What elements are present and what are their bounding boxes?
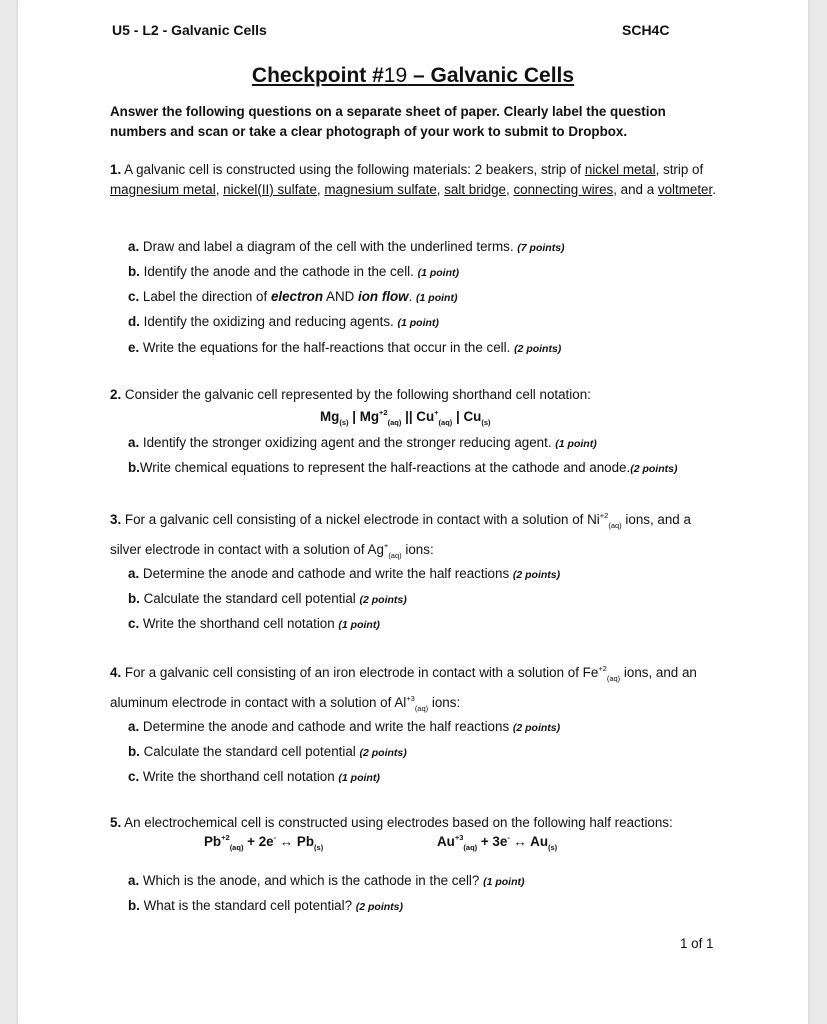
question-4a: a. Determine the anode and cathode and write the half reactions (2 points): [128, 719, 561, 734]
document-page: [18, 0, 808, 1024]
question-1c: c. Label the direction of electron AND ion flow. (1 point): [128, 289, 458, 304]
half-reaction-lead: $Pb^{+2}_{(aq)} + 2e^-$ ↔ $Pb_{(s)}$: [204, 833, 324, 852]
header-right: SCH4C: [622, 22, 670, 38]
question-1d: d. Identify the oxidizing and reducing agents. (1 point): [128, 314, 439, 329]
question-1b: b. Identify the anode and the cathode in the cell. (1 point): [128, 264, 459, 279]
question-3a: a. Determine the anode and cathode and write the half reactions (2 points): [128, 566, 561, 581]
page-number: 1 of 1: [680, 936, 714, 951]
question-2a: a. Identify the stronger oxidizing agent and the stronger reducing agent. (1 point): [128, 435, 597, 450]
question-5: 5. An electrochemical cell is constructed using electrodes based on the following half reactions:: [110, 815, 673, 830]
question-2: 2. Consider the galvanic cell represented by the following shorthand cell notation:: [110, 387, 591, 402]
page-title: Checkpoint #19 – Galvanic Cells: [251, 64, 575, 87]
cell-notation: $Mg_{(s)}$ | $Mg^{+2}_{(aq)}$ || $Cu^+_{(aq)}$ | $Cu_{(s)}$: [320, 408, 491, 427]
instructions: Answer the following questions on a separate sheet of paper. Clearly label the question numbers and scan or take a clear photograph of your work to submit to Dropbox.: [110, 104, 666, 139]
question-4: 4. For a galvanic cell consisting of an iron electrode in contact with a solution of $Fe^{+2}_{(aq)}$ ions, and an aluminum electrode in contact with a solution of $Al^{+3}_{(aq)}$ ions:: [110, 664, 697, 713]
question-4c: c. Write the shorthand cell notation (1 point): [128, 769, 380, 784]
question-3b: b. Calculate the standard cell potential (2 points): [128, 591, 407, 606]
question-1a: a. Draw and label a diagram of the cell with the underlined terms. (7 points): [128, 239, 565, 254]
question-1: 1. A galvanic cell is constructed using the following materials: 2 beakers, strip of nickel metal, strip of magnesium metal, nickel(II) sulfate, magnesium sulfate, salt bridge, connecting wires, and a voltmeter.: [110, 162, 716, 197]
question-4b: b. Calculate the standard cell potential (2 points): [128, 744, 407, 759]
half-reaction-gold: $Au^{+3}_{(aq)} + 3e^-$ ↔ $Au_{(s)}$: [437, 833, 558, 852]
question-3: 3. For a galvanic cell consisting of a nickel electrode in contact with a solution of $Ni^{+2}_{(aq)}$ ions, and a silver electrode in contact with a solution of $Ag^+_{(aq)}$ ions:: [110, 511, 691, 560]
question-3c: c. Write the shorthand cell notation (1 point): [128, 616, 380, 631]
question-2b: b.Write chemical equations to represent the half-reactions at the cathode and anode.(2 points): [128, 460, 678, 475]
header-left: U5 - L2 - Galvanic Cells: [112, 22, 267, 38]
question-5b: b. What is the standard cell potential? (2 points): [128, 898, 404, 913]
question-1e: e. Write the equations for the half-reactions that occur in the cell. (2 points): [128, 340, 562, 355]
question-5a: a. Which is the anode, and which is the cathode in the cell? (1 point): [128, 873, 525, 888]
